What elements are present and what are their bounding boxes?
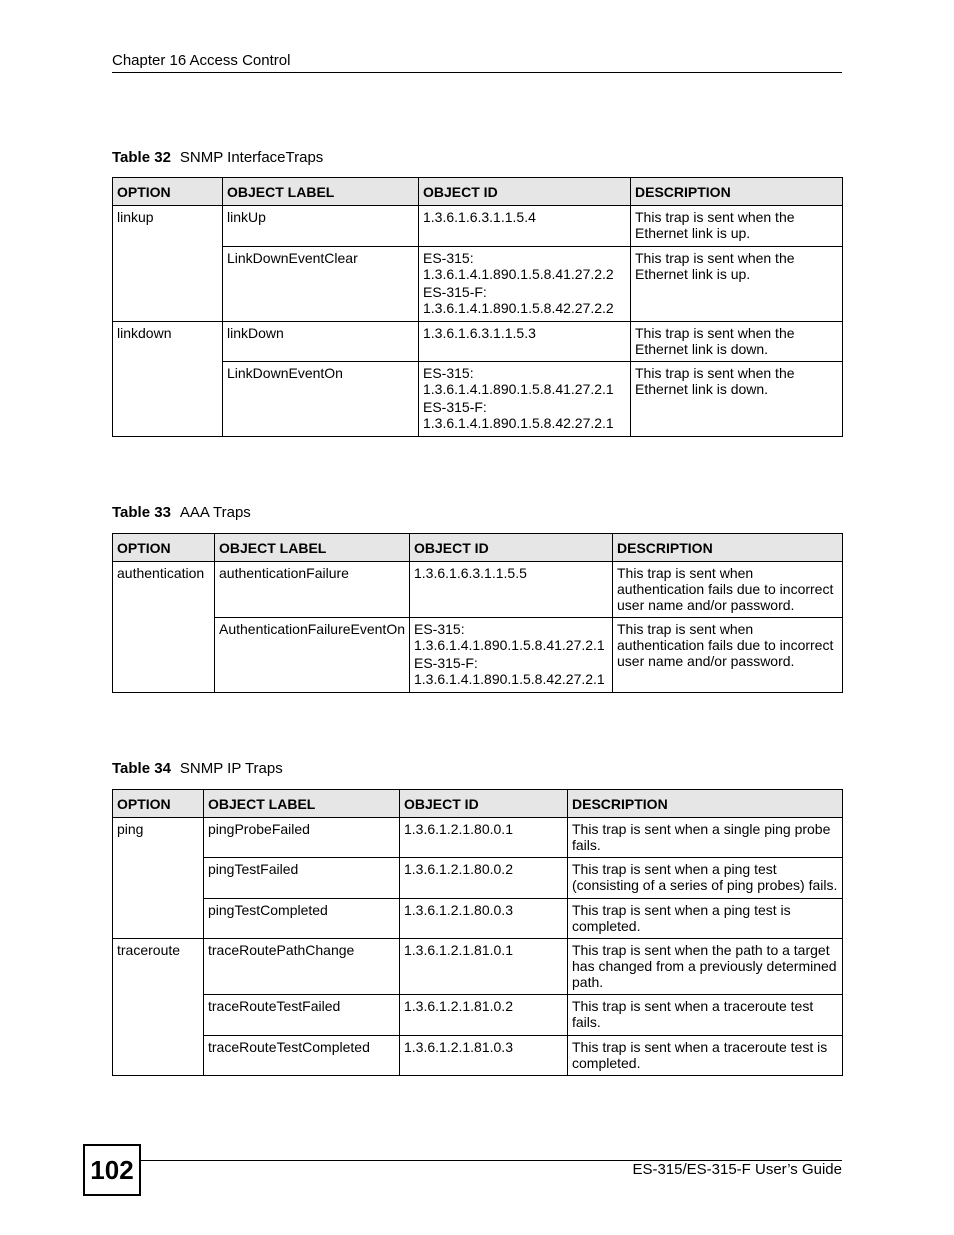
- chapter-title: Chapter 16 Access Control: [112, 52, 291, 69]
- snmp-ip-traps-table: [112, 789, 843, 1076]
- snmp-interface-traps-table: [112, 177, 843, 437]
- table-33-caption: [112, 504, 251, 521]
- object-label-cell: AuthenticationFailureEventOn: [215, 618, 410, 693]
- option-cell: authentication: [113, 562, 215, 693]
- table-34-number: Table 34: [112, 760, 171, 777]
- description-cell: This trap is sent when the path to a target has changed from a previously determined path.: [568, 939, 843, 995]
- option-cell: linkup: [113, 206, 223, 322]
- column-header-object-label: OBJECT LABEL: [223, 178, 419, 206]
- table-header-row: [113, 790, 843, 818]
- object-id: 1.3.6.1.6.3.1.1.5.3: [423, 325, 536, 341]
- description-cell: This trap is sent when the Ethernet link is down.: [631, 322, 843, 362]
- object-label-cell: pingProbeFailed: [204, 818, 400, 858]
- object-label-cell: linkUp: [223, 206, 419, 247]
- object-id-es315: ES-315: 1.3.6.1.4.1.890.1.5.8.41.27.2.1: [414, 621, 605, 653]
- table-row: [113, 562, 843, 618]
- table-row: [113, 899, 843, 939]
- table-33-number: Table 33: [112, 504, 171, 521]
- column-header-option: OPTION: [113, 534, 215, 562]
- guide-title: ES-315/ES-315-F User’s Guide: [632, 1161, 842, 1178]
- table-row: [113, 939, 843, 995]
- description-cell: This trap is sent when the Ethernet link is down.: [631, 362, 843, 437]
- table-row: [113, 818, 843, 858]
- object-id-cell: 1.3.6.1.2.1.81.0.2: [400, 995, 568, 1036]
- option-cell: linkdown: [113, 322, 223, 437]
- table-row: [113, 247, 843, 322]
- table-row: [113, 858, 843, 899]
- object-id-cell: 1.3.6.1.2.1.80.0.2: [400, 858, 568, 899]
- description-cell: This trap is sent when the Ethernet link is up.: [631, 206, 843, 247]
- table-row: [113, 995, 843, 1036]
- table-34-caption: [112, 760, 283, 777]
- object-id-es315f: ES-315-F: 1.3.6.1.4.1.890.1.5.8.42.27.2.2: [423, 284, 614, 316]
- object-label-cell: LinkDownEventOn: [223, 362, 419, 437]
- page-number: 102: [83, 1144, 141, 1196]
- table-33-title: AAA Traps: [179, 504, 251, 521]
- object-id-cell: 1.3.6.1.2.1.80.0.1: [400, 818, 568, 858]
- column-header-object-label: OBJECT LABEL: [204, 790, 400, 818]
- table-row: [113, 618, 843, 693]
- object-label-cell: pingTestFailed: [204, 858, 400, 899]
- column-header-description: DESCRIPTION: [631, 178, 843, 206]
- object-id-cell: [410, 618, 613, 693]
- page-header: [112, 51, 842, 73]
- object-id: 1.3.6.1.6.3.1.1.5.4: [423, 209, 536, 225]
- object-id-cell: [419, 247, 631, 322]
- column-header-object-id: OBJECT ID: [419, 178, 631, 206]
- table-row: [113, 362, 843, 437]
- description-cell: This trap is sent when authentication fails due to incorrect user name and/or password.: [613, 562, 843, 618]
- object-id-es315: ES-315: 1.3.6.1.4.1.890.1.5.8.41.27.2.2: [423, 250, 614, 282]
- object-label-cell: authenticationFailure: [215, 562, 410, 618]
- table-row: [113, 1036, 843, 1076]
- object-label-cell: traceRoutePathChange: [204, 939, 400, 995]
- table-32-number: Table 32: [112, 149, 171, 166]
- option-cell: traceroute: [113, 939, 204, 1076]
- object-id-cell: 1.3.6.1.2.1.81.0.3: [400, 1036, 568, 1076]
- object-label-cell: traceRouteTestCompleted: [204, 1036, 400, 1076]
- object-id-cell: 1.3.6.1.2.1.81.0.1: [400, 939, 568, 995]
- table-header-row: [113, 534, 843, 562]
- object-label-cell: linkDown: [223, 322, 419, 362]
- table-row: [113, 322, 843, 362]
- object-id-cell: 1.3.6.1.2.1.80.0.3: [400, 899, 568, 939]
- aaa-traps-table: [112, 533, 843, 693]
- object-id-es315: ES-315: 1.3.6.1.4.1.890.1.5.8.41.27.2.1: [423, 365, 614, 397]
- description-cell: This trap is sent when a traceroute test fails.: [568, 995, 843, 1036]
- object-label-cell: traceRouteTestFailed: [204, 995, 400, 1036]
- description-cell: This trap is sent when a single ping probe fails.: [568, 818, 843, 858]
- description-cell: This trap is sent when a ping test (consisting of a series of ping probes) fails.: [568, 858, 843, 899]
- table-header-row: [113, 178, 843, 206]
- column-header-option: OPTION: [113, 790, 204, 818]
- object-label-cell: pingTestCompleted: [204, 899, 400, 939]
- column-header-description: DESCRIPTION: [568, 790, 843, 818]
- object-id: 1.3.6.1.6.3.1.1.5.5: [414, 565, 527, 581]
- description-cell: This trap is sent when authentication fails due to incorrect user name and/or password.: [613, 618, 843, 693]
- table-34-title: SNMP IP Traps: [179, 760, 283, 777]
- object-label-cell: LinkDownEventClear: [223, 247, 419, 322]
- object-id-es315f: ES-315-F: 1.3.6.1.4.1.890.1.5.8.42.27.2.1: [423, 399, 614, 431]
- description-cell: This trap is sent when the Ethernet link is up.: [631, 247, 843, 322]
- option-cell: ping: [113, 818, 204, 939]
- table-row: [113, 206, 843, 247]
- object-id-cell: [410, 562, 613, 618]
- description-cell: This trap is sent when a traceroute test is completed.: [568, 1036, 843, 1076]
- table-32-caption: [112, 149, 323, 166]
- column-header-object-id: OBJECT ID: [410, 534, 613, 562]
- object-id-cell: [419, 362, 631, 437]
- object-id-cell: [419, 206, 631, 247]
- object-id-cell: [419, 322, 631, 362]
- object-id-es315f: ES-315-F: 1.3.6.1.4.1.890.1.5.8.42.27.2.1: [414, 655, 605, 687]
- description-cell: This trap is sent when a ping test is completed.: [568, 899, 843, 939]
- column-header-object-label: OBJECT LABEL: [215, 534, 410, 562]
- column-header-option: OPTION: [113, 178, 223, 206]
- table-32-title: SNMP InterfaceTraps: [179, 149, 324, 166]
- column-header-description: DESCRIPTION: [613, 534, 843, 562]
- column-header-object-id: OBJECT ID: [400, 790, 568, 818]
